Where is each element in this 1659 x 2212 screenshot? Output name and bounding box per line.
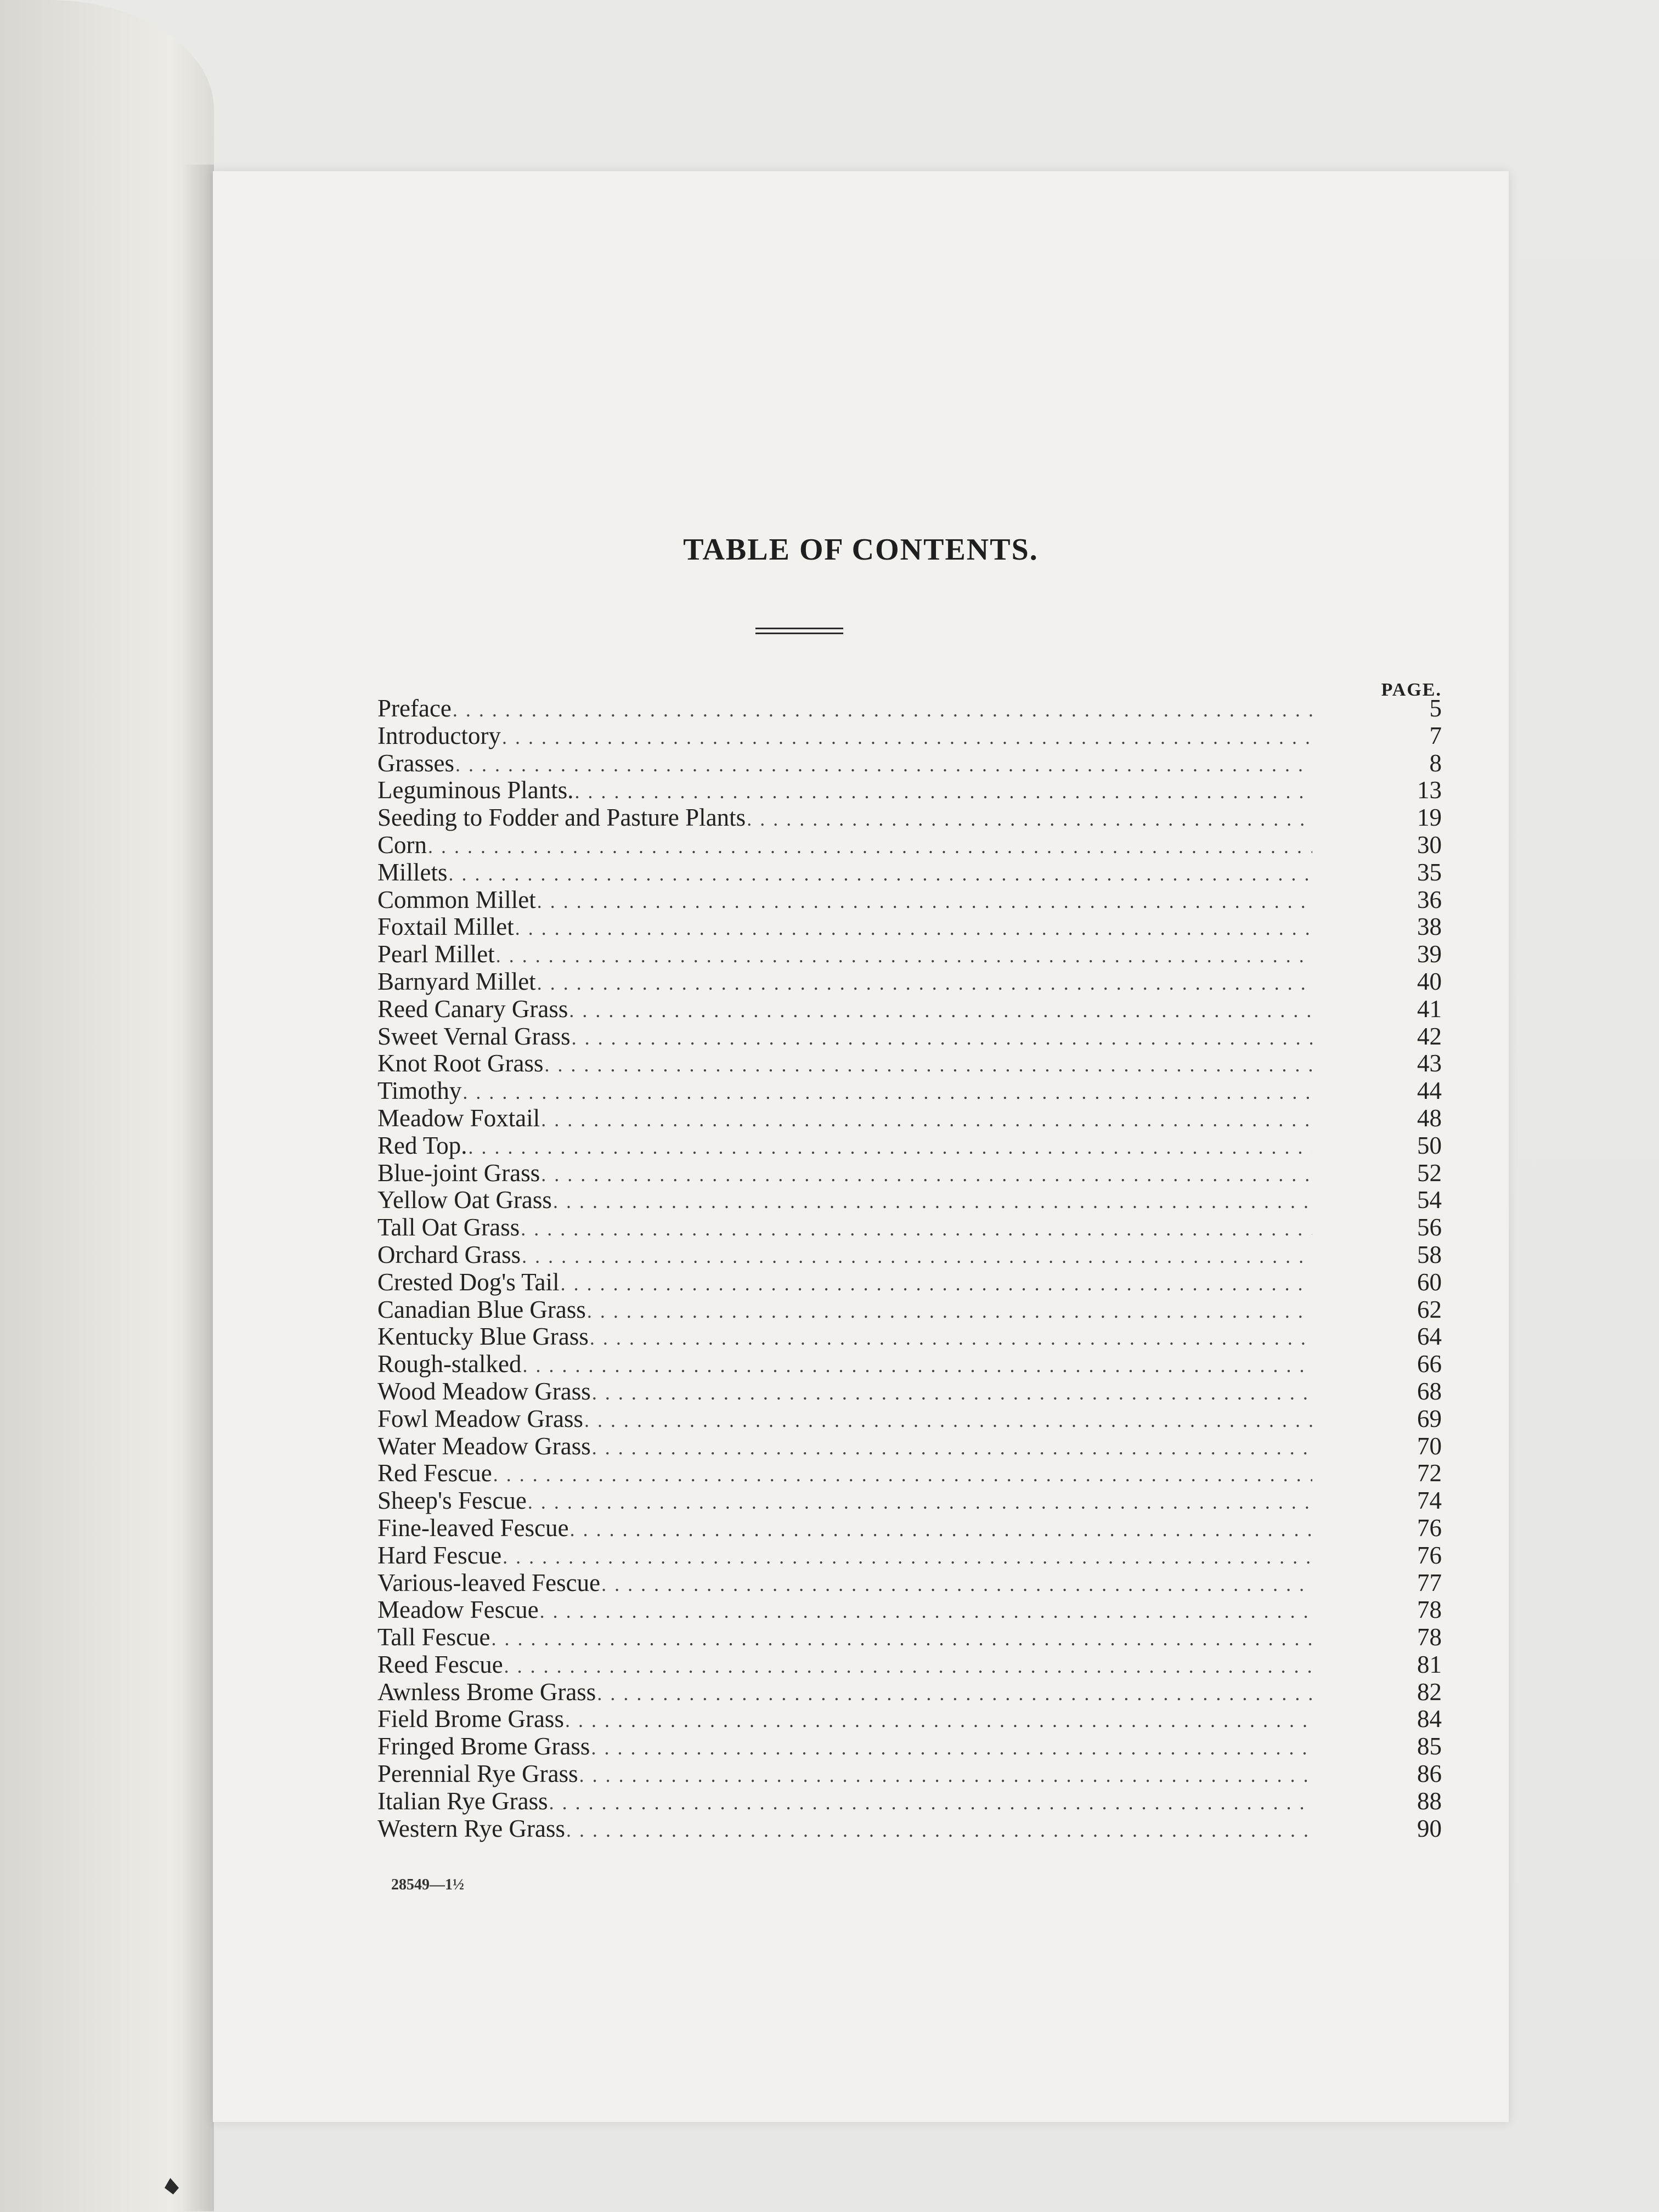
page-title: TABLE OF CONTENTS.	[683, 533, 1039, 567]
toc-entry-page: 68	[1417, 1377, 1442, 1405]
toc-entry-label: Wood Meadow Grass	[377, 1377, 591, 1405]
dot-leader	[522, 1243, 1312, 1271]
signature-mark: 28549—1½	[391, 1876, 464, 1893]
toc-entry	[377, 1351, 1442, 1378]
toc-entry-label: Pearl Millet	[377, 940, 495, 968]
toc-entry-page: 76	[1417, 1514, 1442, 1542]
toc-entry-label: Water Meadow Grass	[377, 1432, 591, 1460]
toc-entry-page: 72	[1417, 1459, 1442, 1487]
toc-entry	[377, 1788, 1442, 1815]
toc-entry-label: Millets	[377, 858, 448, 886]
toc-entry-label: Kentucky Blue Grass	[377, 1323, 589, 1351]
dot-leader	[537, 970, 1312, 997]
dot-leader	[515, 915, 1312, 943]
toc-entry-page: 86	[1417, 1760, 1442, 1788]
toc-entry	[377, 1596, 1442, 1624]
toc-entry	[377, 1433, 1442, 1460]
toc-entry-page: 40	[1417, 967, 1442, 995]
dot-leader	[553, 1188, 1312, 1216]
toc-entry-label: Seeding to Fodder and Pasture Plants	[377, 804, 746, 832]
toc-entry	[377, 1323, 1442, 1351]
toc-entry	[377, 1242, 1442, 1269]
dot-leader	[492, 1626, 1312, 1653]
toc-entry-label: Red Fescue	[377, 1459, 492, 1487]
toc-entry-page: 62	[1417, 1295, 1442, 1323]
toc-entry-page: 44	[1417, 1077, 1442, 1105]
toc-entry-label: Italian Rye Grass	[377, 1787, 548, 1815]
toc-entry-label: Hard Fescue	[377, 1541, 502, 1569]
toc-entry	[377, 1105, 1442, 1132]
toc-entry-page: 38	[1417, 913, 1442, 941]
toc-entry-label: Canadian Blue Grass	[377, 1295, 586, 1323]
dot-leader	[570, 1516, 1312, 1544]
toc-entry-page: 7	[1429, 721, 1442, 749]
dot-leader	[592, 1435, 1312, 1462]
dot-leader	[572, 1025, 1312, 1052]
dot-leader	[455, 752, 1312, 779]
toc-entry-page: 13	[1417, 776, 1442, 804]
toc-entry	[377, 1132, 1442, 1160]
dot-leader	[541, 1161, 1312, 1189]
dot-leader	[587, 1298, 1312, 1325]
toc-entry-page: 81	[1417, 1650, 1442, 1678]
toc-entry	[377, 913, 1442, 941]
toc-entry-label: Rough-stalked	[377, 1350, 522, 1378]
toc-entry	[377, 1187, 1442, 1214]
dot-leader	[584, 1407, 1312, 1435]
toc-entry-page: 35	[1417, 858, 1442, 886]
dot-leader	[549, 1790, 1312, 1817]
toc-entry	[377, 1460, 1442, 1487]
toc-entry	[377, 1542, 1442, 1570]
toc-entry-label: Field Brome Grass	[377, 1705, 564, 1733]
toc-entry-page: 85	[1417, 1733, 1442, 1760]
toc-entry	[377, 996, 1442, 1023]
dot-leader	[561, 1271, 1312, 1298]
dot-leader	[449, 861, 1312, 888]
toc-entry-label: Sweet Vernal Grass	[377, 1022, 571, 1050]
dot-leader	[428, 833, 1312, 861]
toc-entry	[377, 1269, 1442, 1296]
toc-entry	[377, 1296, 1442, 1324]
page-column-heading: PAGE.	[1381, 680, 1442, 700]
toc-entry	[377, 1679, 1442, 1706]
toc-entry	[377, 1487, 1442, 1515]
toc-entry-label: Tall Fescue	[377, 1623, 490, 1651]
toc-entry	[377, 723, 1442, 750]
toc-entry-label: Sheep's Fescue	[377, 1487, 527, 1515]
toc-entry	[377, 804, 1442, 832]
toc-entry-page: 54	[1417, 1186, 1442, 1214]
toc-entry-page: 69	[1417, 1404, 1442, 1432]
toc-entry-page: 48	[1417, 1104, 1442, 1132]
dot-leader	[597, 1680, 1312, 1708]
toc-entry-label: Western Rye Grass	[377, 1814, 565, 1842]
dot-leader	[503, 1544, 1312, 1571]
toc-entry-label: Yellow Oat Grass	[377, 1186, 552, 1214]
dot-leader	[591, 1735, 1312, 1762]
toc-entry-label: Fowl Meadow Grass	[377, 1404, 583, 1432]
toc-entry-page: 78	[1417, 1623, 1442, 1651]
toc-entry-page: 50	[1417, 1131, 1442, 1159]
toc-entry	[377, 941, 1442, 968]
toc-entry	[377, 1733, 1442, 1760]
toc-entry-page: 58	[1417, 1240, 1442, 1268]
dot-leader	[541, 1107, 1312, 1134]
toc-entry	[377, 777, 1442, 804]
toc-entry-label: Leguminous Plants.	[377, 776, 574, 804]
dot-leader	[493, 1462, 1312, 1489]
toc-entry	[377, 1160, 1442, 1187]
toc-entry-page: 5	[1429, 695, 1442, 722]
toc-entry	[377, 1077, 1442, 1105]
toc-entry	[377, 887, 1442, 914]
toc-entry	[377, 968, 1442, 996]
toc-entry-page: 90	[1417, 1814, 1442, 1842]
toc-entry	[377, 750, 1442, 777]
toc-entry-page: 64	[1417, 1323, 1442, 1351]
dot-leader	[579, 1762, 1312, 1790]
toc-entry	[377, 695, 1442, 723]
dot-leader	[453, 697, 1312, 724]
toc-entry-label: Orchard Grass	[377, 1240, 521, 1268]
toc-entry-label: Awnless Brome Grass	[377, 1678, 596, 1706]
toc-entry-page: 84	[1417, 1705, 1442, 1733]
dot-leader	[565, 1707, 1312, 1735]
title-double-rule	[755, 628, 843, 635]
toc-entry-page: 88	[1417, 1787, 1442, 1815]
toc-entry-label: Knot Root Grass	[377, 1049, 544, 1077]
toc-entry-label: Timothy	[377, 1077, 462, 1105]
toc-entry	[377, 1378, 1442, 1406]
dot-leader	[521, 1216, 1312, 1243]
toc-entry-page: 43	[1417, 1049, 1442, 1077]
toc-entry-page: 8	[1429, 749, 1442, 777]
dot-leader	[592, 1380, 1312, 1407]
toc-entry	[377, 1570, 1442, 1597]
toc-entry-page: 77	[1417, 1568, 1442, 1596]
dot-leader	[537, 888, 1312, 916]
dot-leader	[496, 943, 1312, 970]
toc-entry-page: 82	[1417, 1678, 1442, 1706]
toc-entry-label: Barnyard Millet	[377, 967, 536, 995]
toc-entry-page: 56	[1417, 1214, 1442, 1242]
dot-leader	[601, 1571, 1312, 1599]
dot-leader	[504, 1653, 1312, 1680]
contents-page	[213, 171, 1509, 2122]
toc-entry	[377, 1760, 1442, 1788]
dot-leader	[469, 1134, 1312, 1161]
toc-entry-page: 30	[1417, 831, 1442, 859]
dot-leader	[502, 724, 1312, 752]
toc-entry	[377, 1624, 1442, 1651]
toc-entry-page: 19	[1417, 804, 1442, 832]
dot-leader	[590, 1325, 1312, 1352]
toc-entry	[377, 1706, 1442, 1733]
toc-entry	[377, 832, 1442, 859]
toc-entry-page: 36	[1417, 885, 1442, 913]
dot-leader	[462, 1079, 1312, 1107]
toc-entry-label: Common Millet	[377, 885, 536, 913]
toc-entry-label: Preface	[377, 695, 452, 722]
toc-entry-page: 78	[1417, 1596, 1442, 1624]
toc-entry-label: Grasses	[377, 749, 454, 777]
toc-entry-label: Perennial Rye Grass	[377, 1760, 578, 1788]
dot-leader	[575, 778, 1313, 806]
toc-entry	[377, 1815, 1442, 1843]
toc-entry	[377, 1651, 1442, 1679]
toc-entry-label: Fringed Brome Grass	[377, 1733, 590, 1760]
dot-leader	[566, 1817, 1312, 1844]
toc-entry-label: Meadow Fescue	[377, 1596, 539, 1624]
toc-entry-page: 70	[1417, 1432, 1442, 1460]
toc-entry-label: Foxtail Millet	[377, 913, 514, 941]
toc-entry-label: Corn	[377, 831, 427, 859]
dot-leader	[540, 1598, 1312, 1626]
toc-entry-label: Meadow Foxtail	[377, 1104, 540, 1132]
toc-entry-page: 60	[1417, 1268, 1442, 1296]
toc-entry-label: Red Top.	[377, 1131, 467, 1159]
dot-leader	[528, 1489, 1312, 1516]
dot-leader	[545, 1052, 1313, 1079]
toc-entry-page: 42	[1417, 1022, 1442, 1050]
toc-entry-page: 76	[1417, 1541, 1442, 1569]
toc-entry-label: Tall Oat Grass	[377, 1214, 520, 1242]
toc-entry	[377, 1406, 1442, 1433]
toc-entry-label: Introductory	[377, 721, 501, 749]
dot-leader	[569, 997, 1312, 1025]
toc-entry-page: 66	[1417, 1350, 1442, 1378]
toc-entry-label: Fine-leaved Fescue	[377, 1514, 569, 1542]
toc-entry-page: 39	[1417, 940, 1442, 968]
toc-entry-label: Reed Fescue	[377, 1650, 503, 1678]
toc-entry-label: Reed Canary Grass	[377, 995, 568, 1023]
toc-entry	[377, 1515, 1442, 1542]
toc-entry	[377, 859, 1442, 887]
toc-entry-page: 52	[1417, 1159, 1442, 1187]
toc-entry-page: 74	[1417, 1487, 1442, 1515]
toc-entry-page: 41	[1417, 995, 1442, 1023]
dot-leader	[522, 1352, 1312, 1380]
page-gutter-shadow	[181, 165, 214, 2211]
toc-entry	[377, 1023, 1442, 1051]
table-of-contents	[377, 680, 1442, 1842]
toc-entry	[377, 1050, 1442, 1077]
dot-leader	[747, 806, 1312, 833]
toc-entry	[377, 1214, 1442, 1242]
toc-entry-label: Blue-joint Grass	[377, 1159, 540, 1187]
toc-entry-label: Various-leaved Fescue	[377, 1568, 601, 1596]
toc-entry-label: Crested Dog's Tail	[377, 1268, 560, 1296]
